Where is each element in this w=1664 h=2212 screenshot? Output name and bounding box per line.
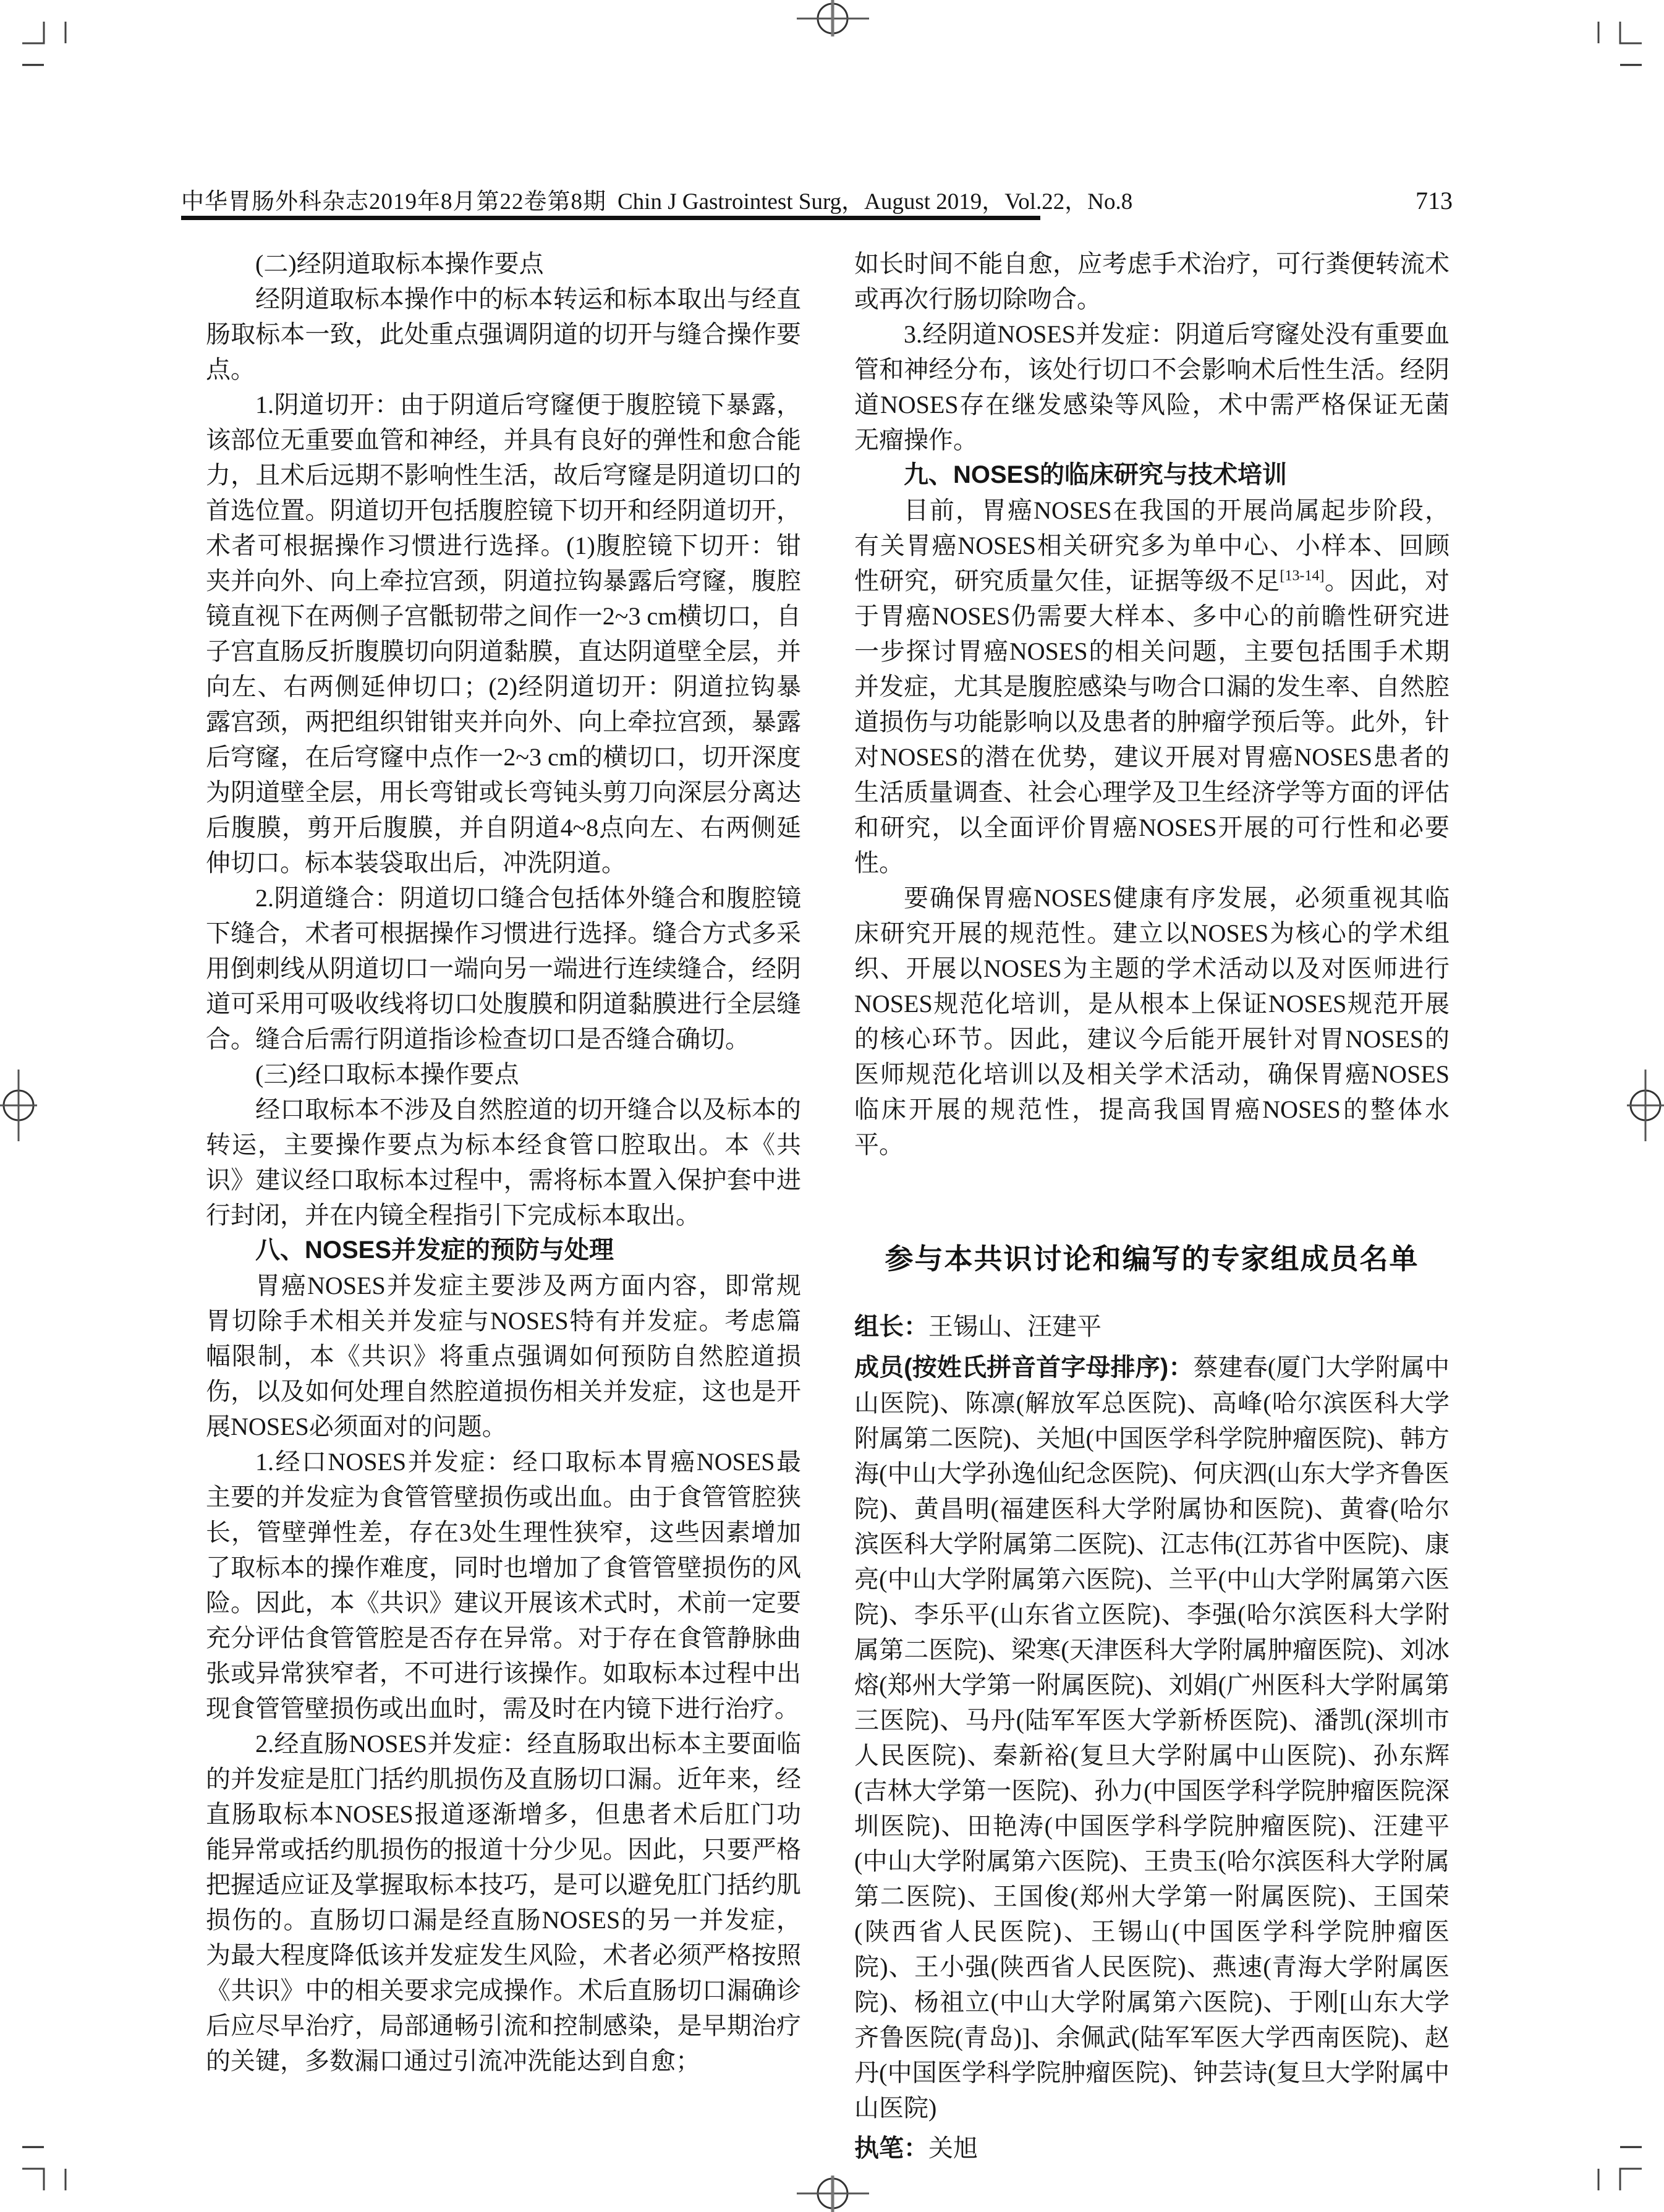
experts-heading: 参与本共识讨论和编写的专家组成员名单: [885, 1243, 1419, 1275]
subsection-heading-oral: (三)经口取标本操作要点: [255, 1060, 519, 1088]
experts-section: [854, 1241, 1450, 2166]
experts-writer-line: [854, 2130, 1450, 2166]
paragraph-rectal-complications-cont: 如长时间不能自愈，应考虑手术治疗，可行粪便转流术或再次行肠切除吻合。: [854, 250, 1450, 313]
members-names: 蔡建春(厦门大学附属中山医院)、陈凛(解放军总医院)、高峰(哈尔滨医科大学附属第二医院)、关旭(中国医学科学院肿瘤医院)、韩方海(中山大学孙逸仙纪念医院)、何庆泗(山东大学齐鲁医院)、黄昌明(福建医科大学附属协和医院)、黄睿(哈尔滨医科大学附属第二医院)、江志伟(江苏省中医院)、康亮(中山大学附属第六医院)、兰平(中山大学附属第六医院)、李乐平(山东省立医院)、李强(哈尔滨医科大学附属第二医院)、梁寒(天津医科大学附属肿瘤医院)、刘冰熔(郑州大学第一附属医院)、刘娟(广州医科大学附属第三医院)、马丹(陆军军医大学新桥医院)、潘凯(深圳市人民医院)、秦新裕(复旦大学附属中山医院)、孙东辉(吉林大学第一医院)、孙力(中国医学科学院肿瘤医院深圳医院)、田艳涛(中国医学科学院肿瘤医院)、汪建平(中山大学附属第六医院)、王贵玉(哈尔滨医科大学附属第二医院)、王国俊(郑州大学第一附属医院)、王国荣(陕西省人民医院)、王锡山(中国医学科学院肿瘤医院)、王小强(陕西省人民医院)、燕速(青海大学附属医院)、杨祖立(中山大学附属第六医院)、于刚[山东大学齐鲁医院(青岛)]、余佩武(陆军军医大学西南医院)、赵丹(中国医学科学院肿瘤医院)、钟芸诗(复旦大学附属中山医院): [854, 1353, 1450, 2122]
paragraph-research-status: [854, 493, 1450, 880]
registration-mark-icon: [797, 0, 869, 36]
paragraph-vaginal-incision: 1.阴道切开：由于阴道后穹窿便于腹腔镜下暴露，该部位无重要血管和神经，并具有良好的弹性和愈合能力，且术后远期不影响性生活，故后穹窿是阴道切口的首选位置。阴道切开包括腹腔镜下切开和经阴道切开，术者可根据操作习惯进行选择。(1)腹腔镜下切开：钳夹并向外、向上牵拉宫颈，阴道拉钩暴露后穹窿，腹腔镜直视下在两侧子宫骶韧带之间作一2~3 cm横切口，自子宫直肠反折腹膜切向阴道黏膜，直达阴道壁全层，并向左、右两侧延伸切口；(2)经阴道切开：阴道拉钩暴露宫颈，两把组织钳钳夹并向外、向上牵拉宫颈，暴露后穹窿，在后穹窿中点作一2~3 cm的横切口，切开深度为阴道壁全层，用长弯钳或长弯钝头剪刀向深层分离达后腹膜，剪开后腹膜，并自阴道4~8点向左、右两侧延伸切口。标本装袋取出后，冲洗阴道。: [206, 391, 801, 877]
crop-mark-icon: [22, 2147, 66, 2190]
leader-label: 组长：: [854, 1313, 928, 1340]
paragraph-vaginal-complications: 3.经阴道NOSES并发症：阴道后穹窿处没有重要血管和神经分布，该处行切口不会影响术后性生活。经阴道NOSES存在继发感染等风险，术中需严格保证无菌无瘤操作。: [854, 320, 1450, 454]
paragraph-rectal-complications: 2.经直肠NOSES并发症：经直肠取出标本主要面临的并发症是肛门括约肌损伤及直肠切口漏。近年来，经直肠取标本NOSES报道逐渐增多，但患者术后肛门功能异常或括约肌损伤的报道十分少见。因此，只要严格把握适应证及掌握取标本技巧，是可以避免肛门括约肌损伤的。直肠切口漏是经直肠NOSES的另一并发症，为最大程度降低该并发症发生风险，术者必须严格按照《共识》中的相关要求完成操作。术后直肠切口漏确诊后应尽早治疗，局部通畅引流和控制感染，是早期治疗的关键，多数漏口通过引流冲洗能达到自愈；: [206, 1730, 801, 2075]
registration-mark-icon: [0, 1070, 37, 1141]
crop-mark-icon: [1598, 22, 1642, 65]
writer-label: 执笔：: [854, 2135, 928, 2162]
paragraph-vaginal-intro: 经阴道取标本操作中的标本转运和标本取出与经直肠取标本一致，此处重点强调阴道的切开与缝合操作要点。: [206, 285, 801, 383]
journal-title-cn: 中华胃肠外科杂志2019年8月第22卷第8期: [181, 189, 606, 215]
crop-mark-icon: [1598, 2147, 1642, 2190]
experts-members-line: [854, 1350, 1450, 2125]
section-heading-research-training: 九、NOSES的临床研究与技术培训: [904, 461, 1288, 488]
header-rule: [181, 216, 1040, 220]
research-status-text-b: 。因此，对于胃癌NOSES仍需要大样本、多中心的前瞻性研究进一步探讨胃癌NOSES的相关问题，主要包括围手术期并发症，尤其是腹腔感染与吻合口漏的发生率、自然腔道损伤与功能影响以及患者的肿瘤学预后等。此外，针对NOSES的潜在优势，建议开展对胃癌NOSES患者的生活质量调查、社会心理学及卫生经济学等方面的评估和研究，以全面评价胃癌NOSES开展的可行性和必要性。: [854, 567, 1450, 877]
page-number: 713: [1416, 187, 1453, 215]
experts-leader-line: [854, 1309, 1450, 1345]
subsection-heading-vaginal: (二)经阴道取标本操作要点: [255, 250, 544, 278]
writer-name: 关旭: [928, 2134, 978, 2162]
left-column: [206, 246, 801, 2078]
paragraph-standardization: 要确保胃癌NOSES健康有序发展，必须重视其临床研究开展的规范性。建立以NOSES为核心的学术组织、开展以NOSES为主题的学术活动以及对医师进行NOSES规范化培训，是从根本上保证NOSES规范开展的核心环节。因此，建议今后能开展针对胃NOSES的医师规范化培训以及相关学术活动，确保胃癌NOSES临床开展的规范性，提高我国胃癌NOSES的整体水平。: [854, 884, 1450, 1159]
right-column: [854, 246, 1450, 2166]
paragraph-oral-extraction: 经口取标本不涉及自然腔道的切开缝合以及标本的转运，主要操作要点为标本经食管口腔取出。本《共识》建议经口取标本过程中，需将标本置入保护套中进行封闭，并在内镜全程指引下完成标本取出。: [206, 1095, 801, 1229]
journal-title-en: Chin J Gastrointest Surg，August 2019，Vol.22，No.8: [618, 189, 1133, 215]
section-heading-complications: 八、NOSES并发症的预防与处理: [255, 1236, 614, 1264]
leader-names: 王锡山、汪建平: [928, 1312, 1102, 1340]
citation-superscript: [13-14]: [1280, 568, 1325, 584]
page-header: [181, 182, 1453, 216]
paragraph-oral-complications: 1.经口NOSES并发症：经口取标本胃癌NOSES最主要的并发症为食管管壁损伤或出血。由于食管管腔狭长，管壁弹性差，存在3处生理性狭窄，这些因素增加了取标本的操作难度，同时也增加了食管管壁损伤的风险。因此，本《共识》建议开展该术式时，术前一定要充分评估食管管腔是否存在异常。对于存在食管静脉曲张或异常狭窄者，不可进行该操作。如取标本过程中出现食管管壁损伤或出血时，需及时在内镜下进行治疗。: [206, 1448, 801, 1722]
paragraph-vaginal-suture: 2.阴道缝合：阴道切口缝合包括体外缝合和腹腔镜下缝合，术者可根据操作习惯进行选择。缝合方式多采用倒刺线从阴道切口一端向另一端进行连续缝合，经阴道可采用可吸收线将切口处腹膜和阴道黏膜进行全层缝合。缝合后需行阴道指诊检查切口是否缝合确切。: [206, 884, 801, 1053]
registration-mark-icon: [1627, 1070, 1664, 1141]
paragraph-complications-intro: 胃癌NOSES并发症主要涉及两方面内容，即常规胃切除手术相关并发症与NOSES特有并发症。考虑篇幅限制，本《共识》将重点强调如何预防自然腔道损伤，以及如何处理自然腔道损伤相关并发症，这也是开展NOSES必须面对的问题。: [206, 1272, 801, 1440]
research-status-text-a: 目前，胃癌NOSES在我国的开展尚属起步阶段，有关胃癌NOSES相关研究多为单中心、小样本、回顾性研究，研究质量欠佳，证据等级不足: [854, 496, 1450, 595]
crop-mark-icon: [22, 22, 66, 65]
members-label: 成员(按姓氏拼音首字母排序)：: [854, 1354, 1194, 1381]
registration-mark-icon: [797, 2176, 869, 2212]
journal-title: [181, 182, 1132, 216]
